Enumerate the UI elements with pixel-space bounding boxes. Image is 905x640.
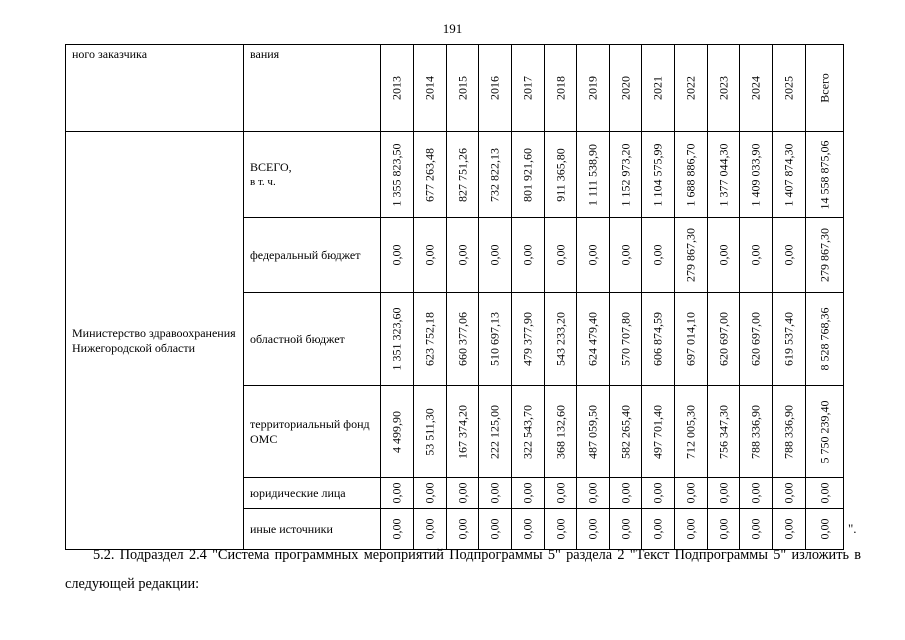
value-cell <box>577 293 610 386</box>
value-text: 0,00 <box>781 244 796 266</box>
header-year <box>381 45 414 132</box>
value-cell <box>708 293 740 386</box>
source-sublabel: в т. ч. <box>250 175 276 188</box>
value-text: 0,00 <box>520 244 535 266</box>
header-year <box>414 45 447 132</box>
value-text: 0,00 <box>585 482 600 504</box>
source-label <box>244 132 381 218</box>
value-text: 0,00 <box>487 482 502 504</box>
value-text: 0,00 <box>585 244 600 266</box>
value-cell <box>806 478 844 509</box>
value-text: 510 697,13 <box>487 312 502 366</box>
value-text: 1 355 823,50 <box>389 143 404 206</box>
value-cell <box>806 218 844 293</box>
closing-quote: ". <box>848 521 857 536</box>
value-text: 0,00 <box>817 518 831 540</box>
value-text: 0,00 <box>716 244 730 266</box>
value-text: 0,00 <box>389 244 404 266</box>
value-cell <box>708 218 740 293</box>
value-text: 0,00 <box>716 518 730 540</box>
value-text: 0,00 <box>618 518 632 540</box>
value-text: 279 867,30 <box>683 228 698 282</box>
value-cell <box>675 478 708 509</box>
value-cell <box>577 478 610 509</box>
header-year <box>708 45 740 132</box>
page-number: 191 <box>442 21 463 36</box>
value-text: 827 751,26 <box>455 147 469 202</box>
value-text: 911 365,80 <box>553 147 567 202</box>
value-text: 660 377,06 <box>455 312 469 366</box>
value-text: 543 233,20 <box>553 312 567 366</box>
header-year <box>675 45 708 132</box>
value-text: 0,00 <box>389 518 404 540</box>
value-cell <box>642 293 675 386</box>
value-text: 14 558 875,06 <box>817 140 831 209</box>
header-year <box>642 45 675 132</box>
value-cell <box>675 218 708 293</box>
value-text: 497 701,40 <box>650 404 665 459</box>
value-text: 0,00 <box>618 244 632 266</box>
value-cell <box>512 293 545 386</box>
value-cell <box>479 386 512 478</box>
value-cell <box>773 293 806 386</box>
value-text: 0,00 <box>650 244 665 266</box>
value-cell <box>545 293 577 386</box>
source-label-text: юридические лица <box>250 485 346 500</box>
value-cell <box>381 293 414 386</box>
source-label <box>244 218 381 293</box>
value-cell <box>479 218 512 293</box>
value-cell <box>806 386 844 478</box>
value-cell <box>545 386 577 478</box>
value-text: 712 005,30 <box>683 404 698 459</box>
value-text: 0,00 <box>817 482 831 504</box>
value-cell <box>545 218 577 293</box>
value-text: 0,00 <box>520 518 535 540</box>
value-text: 0,00 <box>781 482 796 504</box>
value-cell <box>642 132 675 218</box>
value-text: 0,00 <box>455 482 469 504</box>
value-text: 0,00 <box>422 518 437 540</box>
value-cell <box>447 386 479 478</box>
value-text: 1 407 874,30 <box>781 143 796 206</box>
value-text: 4 499,90 <box>389 410 404 453</box>
value-text: 0,00 <box>553 482 567 504</box>
value-cell <box>675 293 708 386</box>
value-text: 801 921,60 <box>520 147 535 202</box>
value-text: 0,00 <box>487 518 502 540</box>
value-cell <box>610 218 642 293</box>
value-cell <box>545 132 577 218</box>
value-text: 1 377 044,30 <box>716 143 730 206</box>
value-cell <box>479 132 512 218</box>
header-year-label: 2013 <box>389 76 404 100</box>
source-label <box>244 293 381 386</box>
value-text: 0,00 <box>650 482 665 504</box>
value-text: 756 347,30 <box>716 404 730 459</box>
value-text: 788 336,90 <box>748 404 763 459</box>
value-text: 0,00 <box>422 244 437 266</box>
source-label-text: областной бюджет <box>250 331 345 346</box>
value-text: 368 132,60 <box>553 404 567 459</box>
value-text: 606 874,59 <box>650 312 665 366</box>
value-text: 788 336,90 <box>781 404 796 459</box>
value-cell <box>577 132 610 218</box>
value-cell <box>610 386 642 478</box>
header-year <box>773 45 806 132</box>
source-label-text: территориальный фонд ОМС <box>250 416 370 446</box>
value-text: 582 265,40 <box>618 404 632 459</box>
organization-cell: Министерство здравоохранения Нижегородской области <box>66 132 244 550</box>
value-cell <box>512 218 545 293</box>
value-cell <box>512 132 545 218</box>
value-text: 0,00 <box>748 244 763 266</box>
header-year <box>577 45 610 132</box>
value-cell <box>447 478 479 509</box>
value-cell <box>773 218 806 293</box>
value-cell <box>414 478 447 509</box>
value-text: 1 104 575,99 <box>650 143 665 206</box>
value-cell <box>447 218 479 293</box>
value-cell <box>577 218 610 293</box>
value-text: 8 528 768,36 <box>817 307 831 371</box>
value-text: 619 537,40 <box>781 312 796 366</box>
value-cell <box>773 132 806 218</box>
value-text: 1 111 538,90 <box>585 143 600 206</box>
header-year <box>740 45 773 132</box>
value-cell <box>414 218 447 293</box>
value-cell <box>447 132 479 218</box>
value-text: 487 059,50 <box>585 404 600 459</box>
value-text: 5 750 239,40 <box>817 400 831 463</box>
value-text: 0,00 <box>520 482 535 504</box>
value-text: 0,00 <box>716 482 730 504</box>
header-year-label: 2020 <box>618 76 632 100</box>
source-label-text: федеральный бюджет <box>250 247 361 262</box>
value-text: 620 697,00 <box>748 312 763 366</box>
value-text: 677 263,48 <box>422 147 437 202</box>
value-cell <box>381 218 414 293</box>
header-year-label: 2025 <box>781 76 796 100</box>
value-text: 697 014,10 <box>683 312 698 366</box>
header-year-label: 2015 <box>455 76 469 100</box>
value-text: 1 688 886,70 <box>683 143 698 206</box>
value-text: 623 752,18 <box>422 312 437 366</box>
value-text: 0,00 <box>422 482 437 504</box>
header-year <box>545 45 577 132</box>
value-cell <box>740 293 773 386</box>
value-text: 167 374,20 <box>455 404 469 459</box>
value-cell <box>708 478 740 509</box>
value-cell <box>512 386 545 478</box>
value-text: 0,00 <box>553 518 567 540</box>
header-year-label: 2023 <box>716 76 730 100</box>
value-text: 0,00 <box>748 482 763 504</box>
value-cell <box>740 386 773 478</box>
source-label <box>244 386 381 478</box>
value-cell <box>740 218 773 293</box>
value-text: 732 822,13 <box>487 147 502 202</box>
value-text: 0,00 <box>618 482 632 504</box>
value-text: 222 125,00 <box>487 404 502 459</box>
value-cell <box>545 478 577 509</box>
budget-table <box>65 44 844 550</box>
value-text: 1 351 323,60 <box>389 307 404 371</box>
value-cell <box>773 478 806 509</box>
header-year-label: 2021 <box>650 76 665 100</box>
value-cell <box>577 386 610 478</box>
value-text: 0,00 <box>748 518 763 540</box>
value-text: 0,00 <box>487 244 502 266</box>
source-label-text: иные источники <box>250 521 333 536</box>
header-year-label: 2016 <box>487 76 502 100</box>
header-year <box>447 45 479 132</box>
header-year-label: 2024 <box>748 76 763 100</box>
value-cell <box>512 478 545 509</box>
value-cell <box>447 293 479 386</box>
value-text: 0,00 <box>585 518 600 540</box>
value-cell <box>479 478 512 509</box>
value-text: 0,00 <box>683 518 698 540</box>
value-cell <box>806 132 844 218</box>
header-year <box>610 45 642 132</box>
header-year <box>512 45 545 132</box>
value-cell <box>610 293 642 386</box>
value-text: 624 479,40 <box>585 312 600 366</box>
value-cell <box>414 293 447 386</box>
value-cell <box>708 386 740 478</box>
header-year-label: 2014 <box>422 76 437 100</box>
header-name: вания <box>244 45 381 132</box>
value-text: 0,00 <box>683 482 698 504</box>
header-row <box>66 45 844 132</box>
value-text: 0,00 <box>455 244 469 266</box>
value-cell <box>740 478 773 509</box>
value-text: 0,00 <box>455 518 469 540</box>
value-cell <box>610 478 642 509</box>
value-cell <box>414 132 447 218</box>
amendment-paragraph: 5.2. Подраздел 2.4 "Система программных мероприятий Подпрограммы 5" раздела 2 "Текст Подпрограммы 5" изложить в следующей редакции: <box>65 547 861 592</box>
header-year-label: 2022 <box>683 76 698 100</box>
value-text: 1 409 033,90 <box>748 143 763 206</box>
value-cell <box>381 132 414 218</box>
value-cell <box>642 218 675 293</box>
value-cell <box>773 386 806 478</box>
value-text: 279 867,30 <box>817 228 831 282</box>
value-cell <box>642 478 675 509</box>
value-text: 0,00 <box>650 518 665 540</box>
value-cell <box>414 386 447 478</box>
header-year-label: 2017 <box>520 76 535 100</box>
value-cell <box>675 132 708 218</box>
header-year <box>806 45 844 132</box>
source-label <box>244 478 381 509</box>
header-year-label: 2019 <box>585 76 600 100</box>
value-text: 322 543,70 <box>520 404 535 459</box>
source-label-text: ВСЕГО, <box>250 159 292 174</box>
value-text: 570 707,80 <box>618 312 632 366</box>
value-cell <box>610 132 642 218</box>
value-text: 0,00 <box>781 518 796 540</box>
header-customer: ного заказчика <box>66 45 244 132</box>
value-text: 1 152 973,20 <box>618 143 632 206</box>
value-cell <box>675 386 708 478</box>
value-cell <box>806 293 844 386</box>
header-year-label: Всего <box>817 73 831 103</box>
value-text: 620 697,00 <box>716 312 730 366</box>
header-year <box>479 45 512 132</box>
value-cell <box>381 478 414 509</box>
value-cell <box>479 293 512 386</box>
value-cell <box>740 132 773 218</box>
value-cell <box>708 132 740 218</box>
value-text: 479 377,90 <box>520 312 535 366</box>
value-cell <box>381 386 414 478</box>
value-text: 53 511,30 <box>422 407 437 456</box>
value-text: 0,00 <box>389 482 404 504</box>
value-cell <box>642 386 675 478</box>
table-row <box>66 132 844 218</box>
value-text: 0,00 <box>553 244 567 266</box>
header-year-label: 2018 <box>553 76 567 100</box>
